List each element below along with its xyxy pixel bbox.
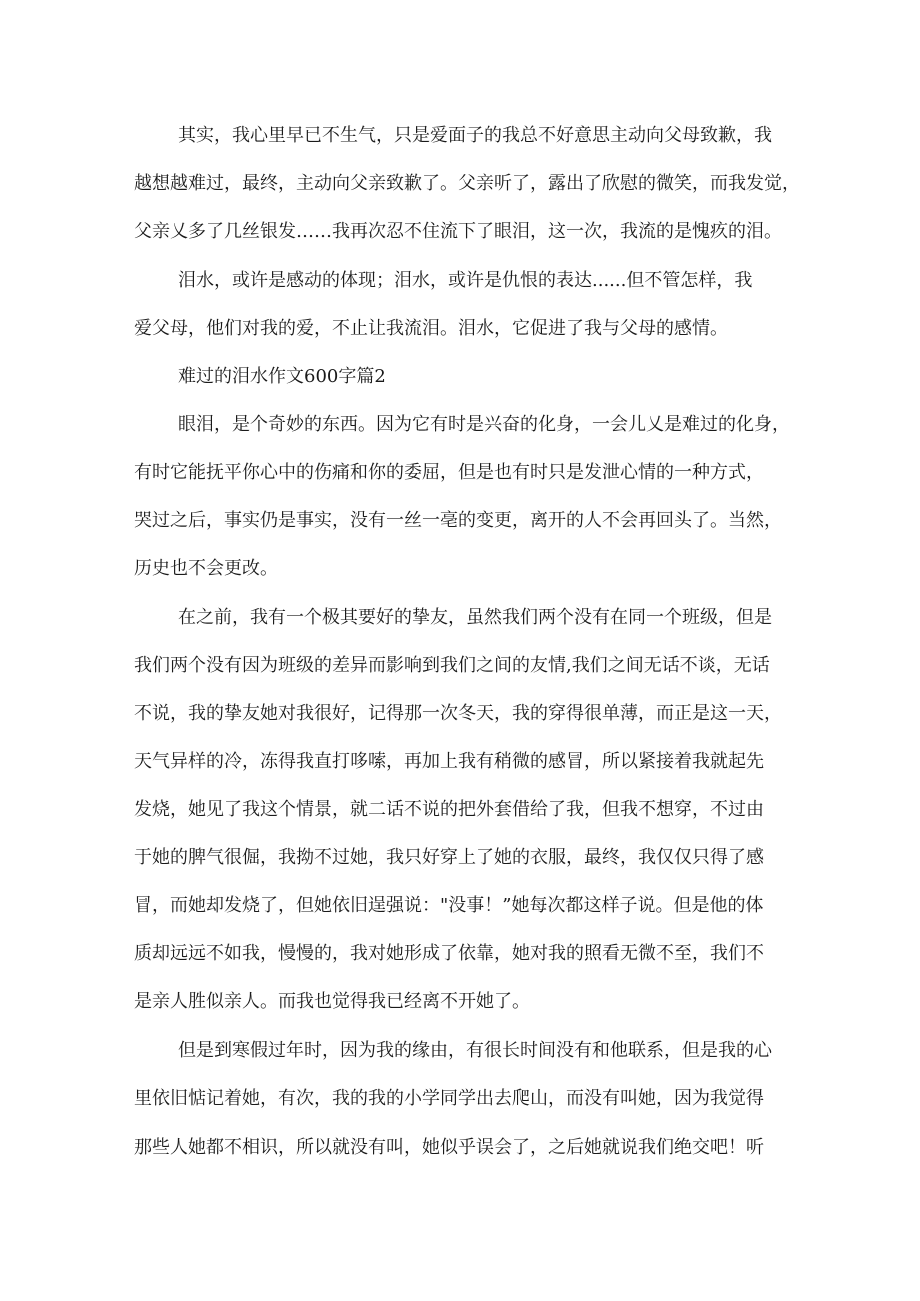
paragraph-1-line-1: 其实，我心里早已不生气，只是爱面子的我总不好意思主动向父母致歉，我 xyxy=(178,125,772,146)
paragraph-4-line-3: 不说，我的挚友她对我很好，记得那一次冬天，我的穿得很单薄，而正是这一天， xyxy=(134,703,782,724)
paragraph-3-line-4: 历史也不会更改。 xyxy=(134,558,278,579)
paragraph-4-line-9: 是亲人胜似亲人。而我也觉得我已经离不开她了。 xyxy=(134,991,530,1012)
paragraph-1-line-3: 父亲乂多了几丝银发……我再次忍不住流下了眼泪，这一次，我流的是愧疚的泪。 xyxy=(134,221,782,242)
paragraph-5-line-2: 里依旧惦记着她，有次，我的我的小学同学出去爬山，而没有叫她，因为我觉得 xyxy=(134,1088,764,1109)
paragraph-4-line-8: 质却远远不如我，慢慢的，我对她形成了依靠，她对我的照看无微不至，我们不 xyxy=(134,943,764,964)
paragraph-5-line-3: 那些人她都不相识，所以就没有叫，她似乎误会了，之后她就说我们绝交吧！听 xyxy=(134,1137,764,1158)
paragraph-2-line-2: 爱父母，他们对我的爱，不止让我流泪。泪水，它促进了我与父母的感情。 xyxy=(134,318,728,339)
paragraph-2-line-1: 泪水，或许是感动的体现；泪水，或许是仇恨的表达......但不管怎样，我 xyxy=(178,270,753,291)
paragraph-1-line-2: 越想越难过，最终，主动向父亲致歉了。父亲听了，露出了欣慰的微笑，而我发觉， xyxy=(134,173,800,194)
paragraph-4-line-4: 天气异样的冷，冻得我直打哆嗦，再加上我有稍微的感冒，所以紧接着我就起先 xyxy=(134,751,764,772)
paragraph-4-line-2: 我们两个没有因为班级的差异而影响到我们之间的友情,我们之间无话不谈，无话 xyxy=(134,655,770,676)
paragraph-3-line-2: 有时它能抚平你心中的伤痛和你的委屈，但是也有时只是发泄心情的一种方式， xyxy=(134,462,764,483)
paragraph-3-line-3: 哭过之后，事实仍是事实，没有一丝一亳的变更，离开的人不会再回头了。当然， xyxy=(134,510,782,531)
paragraph-4-line-7: 冒，而她却发烧了，但她依旧逞强说："没事！”她每次都这样子说。但是他的体 xyxy=(134,895,764,916)
paragraph-4-line-6: 于她的脾气很倔，我拗不过她，我只好穿上了她的衣服，最终，我仅仅只得了感 xyxy=(134,847,764,868)
section-heading: 难过的泪水作文600字篇2 xyxy=(178,366,386,387)
paragraph-4-line-1: 在之前，我有一个极其要好的挚友，虽然我们两个没有在同一个班级，但是 xyxy=(178,607,772,628)
paragraph-3-line-1: 眼泪，是个奇妙的东西。因为它有时是兴奋的化身，一会儿乂是难过的化身， xyxy=(178,414,790,435)
paragraph-5-line-1: 但是到寒假过年时，因为我的缘由，有很长时间没有和他联系，但是我的心 xyxy=(178,1040,772,1061)
paragraph-4-line-5: 发烧，她见了我这个情景，就二话不说的把外套借给了我，但我不想穿，不过由 xyxy=(134,799,764,820)
